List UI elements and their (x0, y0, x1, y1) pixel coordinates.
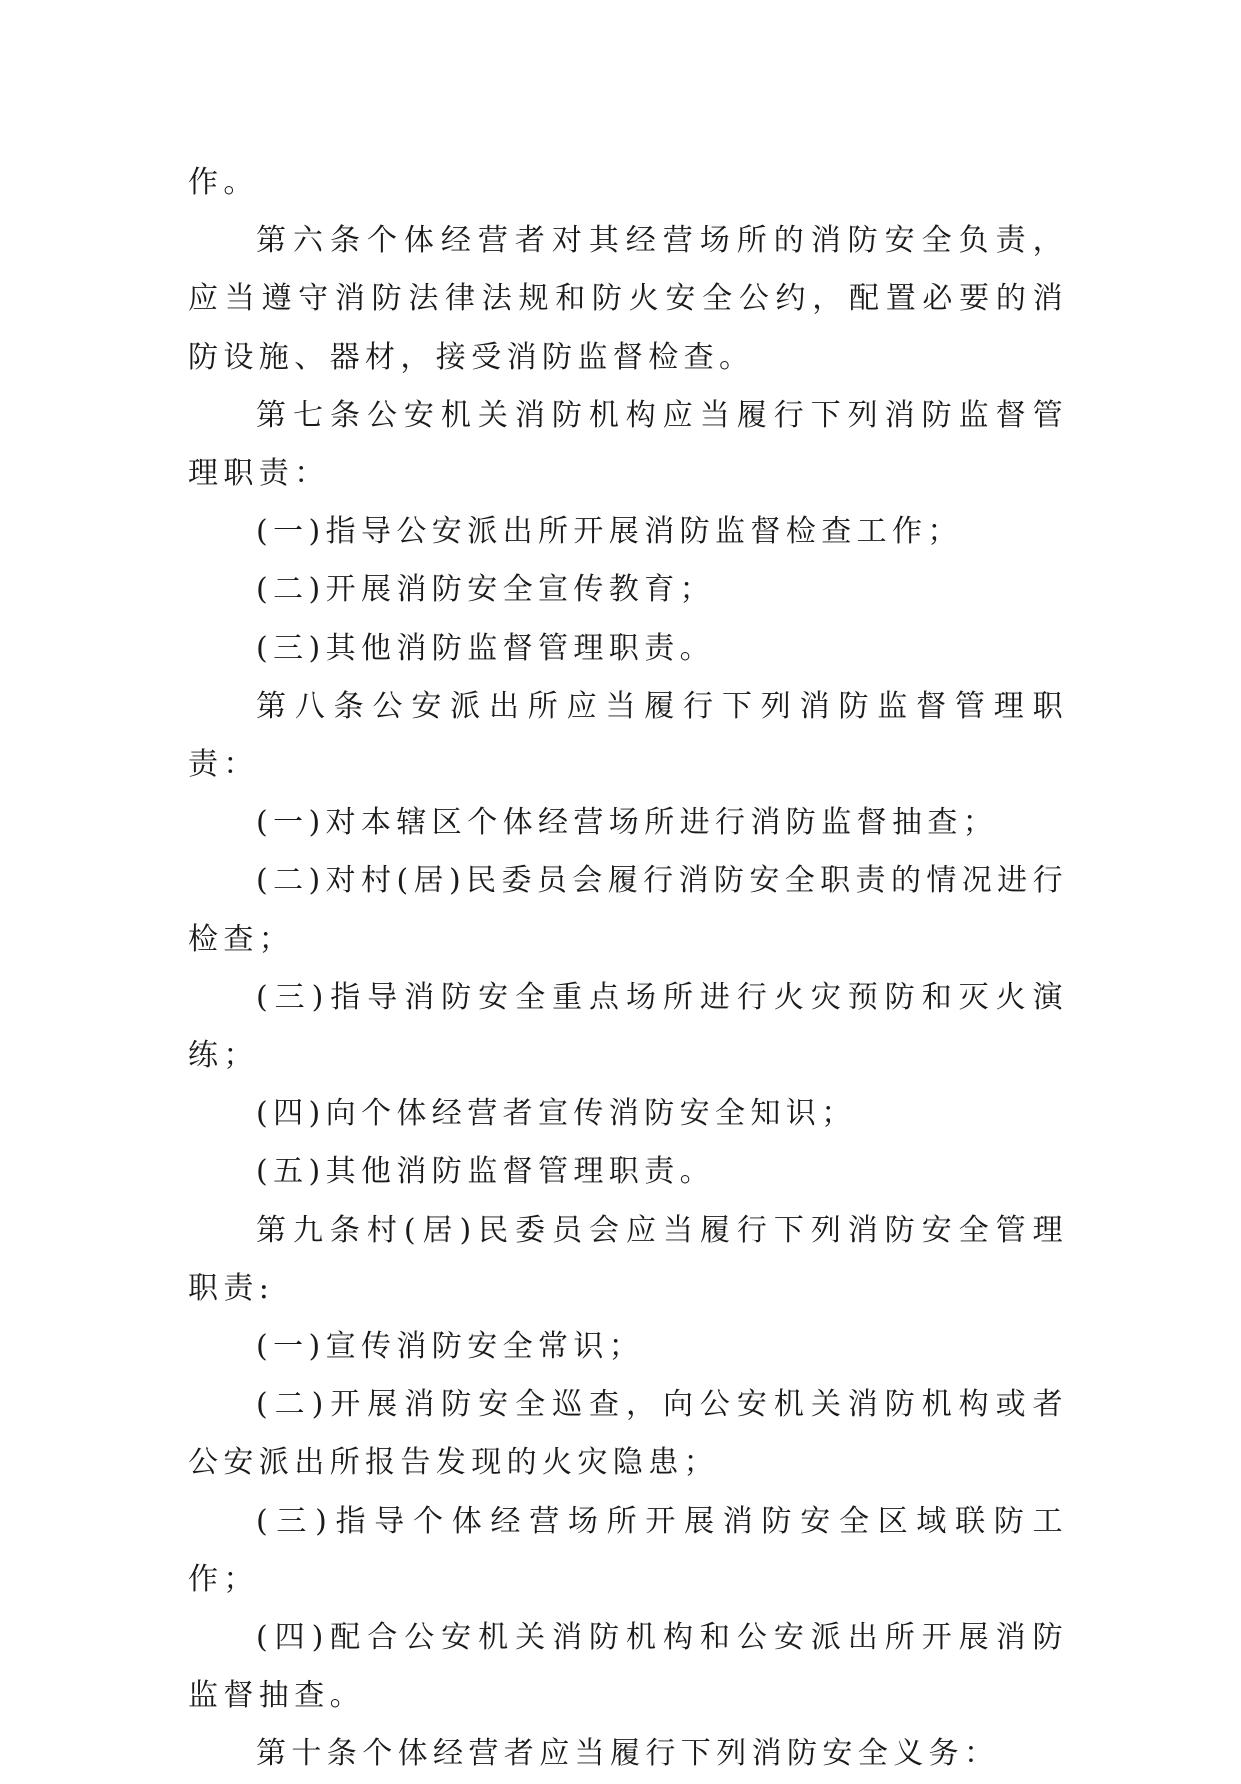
article-7-item-2: (二)开展消防安全宣传教育； (256, 572, 716, 608)
article-7: 第七条公安机关消防机构应当履行下列消防监督管理职责： (188, 397, 1068, 492)
article-9-item-1: (一)宣传消防安全常识； (256, 1329, 645, 1365)
article-9: 第九条村(居)民委员会应当履行下列消防安全管理职责: (188, 1212, 1068, 1306)
article-7-item-3: (三)其他消防监督管理职责。 (256, 630, 716, 666)
paragraph-continuation: 作。 (188, 165, 259, 200)
article-8-item-1: (一)对本辖区个体经营场所进行消防监督抽查； (256, 805, 999, 841)
article-6: 第六条个体经营者对其经营场所的消防安全负责，应当遵守消防法律法规和防火安全公约，配置必要的消防设施、器材，接受消防监督检查。 (188, 223, 1068, 375)
article-9-item-3: (三)指导个体经营场所开展消防安全区域联防工作； (188, 1503, 1068, 1597)
article-8-item-3: (三)指导消防安全重点场所进行火灾预防和灭火演练； (188, 979, 1068, 1074)
article-8-item-5: (五)其他消防监督管理职责。 (256, 1154, 716, 1190)
article-9-item-4: (四)配合公安机关消防机构和公安派出所开展消防监督抽查。 (188, 1620, 1068, 1714)
article-10: 第十条个体经营者应当履行下列消防安全义务： (256, 1736, 1000, 1772)
article-9-item-2: (二)开展消防安全巡查，向公安机关消防机构或者公安派出所报告发现的火灾隐患； (188, 1387, 1068, 1481)
article-8-item-2: (二)对村(居)民委员会履行消防安全职责的情况进行检查； (188, 863, 1068, 957)
article-8-item-4: (四)向个体经营者宣传消防安全知识； (256, 1096, 857, 1132)
article-7-item-1: (一)指导公安派出所开展消防监督检查工作； (256, 514, 963, 550)
article-8: 第八条公安派出所应当履行下列消防监督管理职责： (188, 688, 1068, 783)
document-body (188, 154, 1068, 1784)
